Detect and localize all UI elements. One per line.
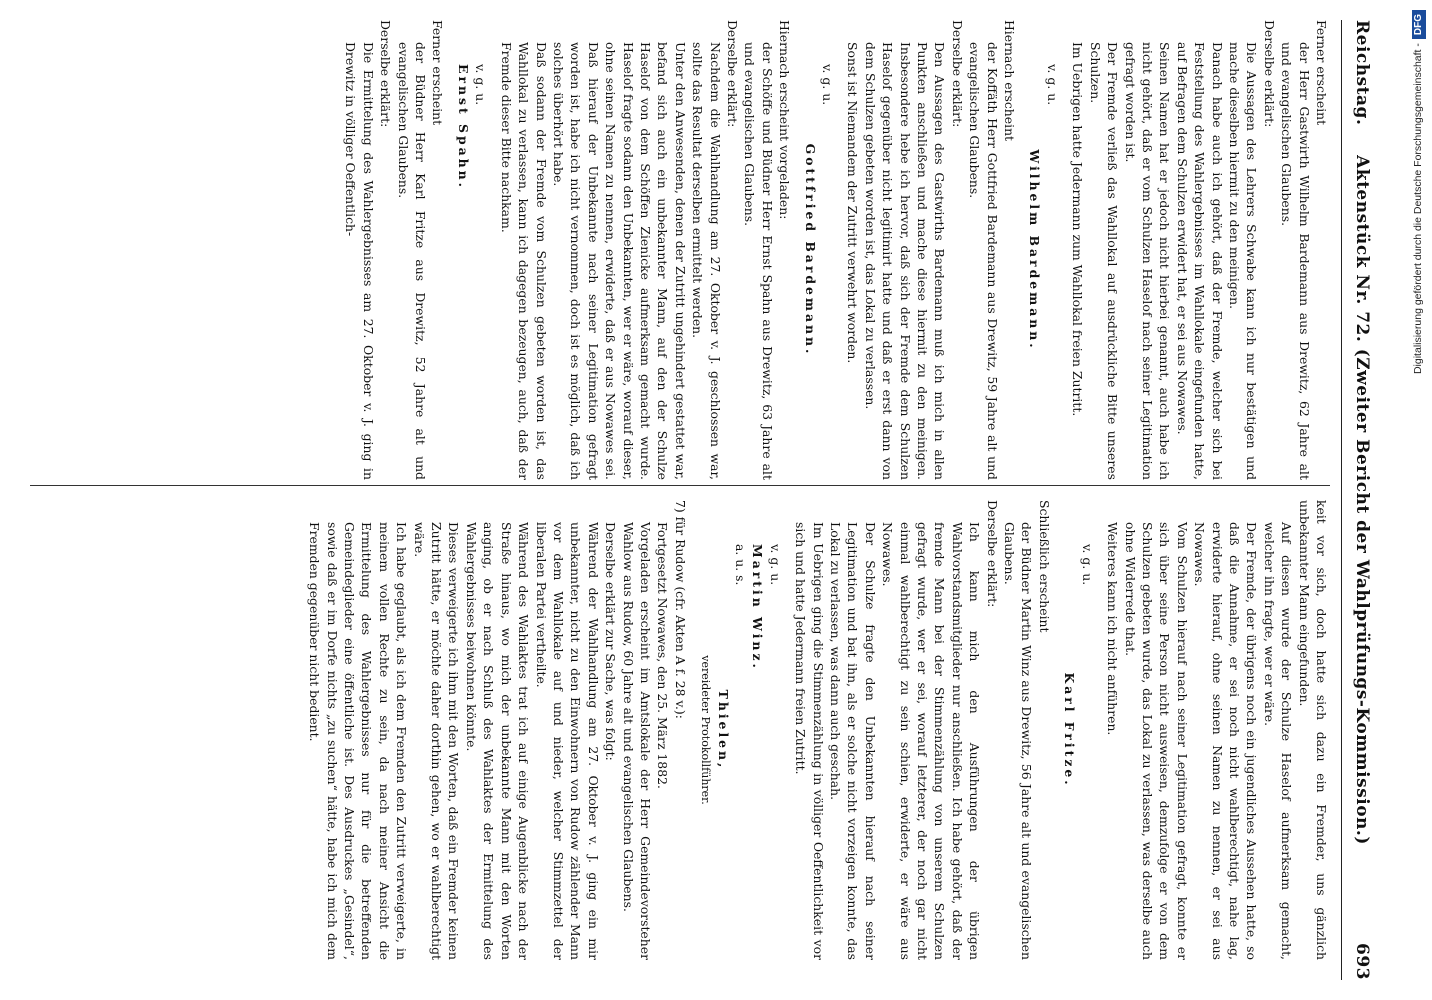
signature-formula: v. g. u. [473,64,489,106]
paragraph: Ferner erscheint [430,20,446,126]
signature-formula: v. g. u. [767,544,783,586]
paragraph: der Büdner Herr Karl Fritze aus Drewitz, 52 Jahre alt und evangelischen Glaubens. [395,42,429,480]
paragraph: Die Aussagen des Lehrers Schwabe kann ich nur bestätigen und mache dieselben hiermit zu den meinigen. [1226,42,1260,480]
paragraph: Während des Wahlaktes trat ich auf einige Augenblicke nach der Straße hinaus, wo mich der unbekannte Mann mit den Worten anging, ob er nach Schluß des Wahlaktes der Ermittelung des Wahlergebnisses beiwohnen könnte. [463,522,532,960]
paragraph: Vom Schulzen hierauf nach seiner Legitimation gefragt, konnte er sich über seine Person nicht ausweisen, demzufolge er von dem Schulzen gebeten wurde, das Lokal zu verlassen, was derselbe auch ohne Widerrede that. [1122,522,1190,960]
paragraph: Hiernach erscheint vorgeladen: [777,20,793,220]
paragraph: Schließlich erscheint [1036,500,1052,633]
dfg-stamp [1409,10,1427,900]
paragraph: Im Uebrigen hatte Jedermann zum Wahllokal freien Zutritt. [1070,42,1086,417]
paragraph: Seinen Namen hat er jedoch nicht hierbei genannt, auch habe ich nicht gehört, daß er vom Schulzen Haselof nach seiner Legitimation gefragt worden ist. [1122,42,1173,480]
paragraph: Derselbe erklärt: [725,20,740,128]
paragraph: Die Ermittelung des Wahlergebnisses am 27. Oktober v. J. ging in Drewitz in völliger Oeffentlich- [343,42,376,480]
paragraph: Sonst ist Niemandem der Zutritt verwehrt worden. [845,42,861,364]
signature-title: vereideter Protokollführer. [699,655,713,805]
signature: Wilhelm Bardemann. [1027,149,1043,351]
paragraph: Ich habe geglaubt, als ich dem Fremden den Zutritt verweigerte, in meinem vollen Rechte zu sein, da nach meiner Ansicht die Ermittelung des Wahlergebnisses nur für die betreffenden Gemeindeglieder eine öffentliche ist. Des Ausdruckes „Gesindel“, sowie daß er im Dorfe nichts „zu suchen“ hätte, habe ich mich dem Fremden gegenüber nicht bedient. [307,522,410,960]
paragraph: Dieses verweigerte ich ihm mit den Worten, daß ein Fremder keinen Zutritt hätte, er möchte daher dorthin gehen, wo er wahlberechtigt wäre. [411,522,462,960]
signature: Thielen, [715,689,731,771]
left-column [10,20,1330,480]
paragraph: Danach habe auch ich gehört, daß der Fremde, welcher sich bei Feststellung des Wahlergebnisses im Wahllokale eingefunden hatte, auf Befragen dem Schulzen erwidert hat, er sei aus Nowawes. [1174,42,1225,480]
paragraph: Nachdem die Wahlhandlung am 27. Oktober v. J. geschlossen war, sollte das Resultat derselben ermittelt werden. [690,42,723,480]
paragraph: Der Fremde, der übrigens noch ein jugendliches Aussehen hatte, so daß die Annahme, er sei noch nicht wahlberechtigt, nahe lag, erwiderte hierauf, ohne seinen Namen zu nennen, er sei aus Nowawes. [1192,522,1260,960]
paragraph: Im Uebrigen ging die Stimmenzählung in völliger Oeffentlichkeit vor sich und hatte Jedermann freien Zutritt. [793,522,826,960]
page-number: 693 [1352,943,1372,980]
paragraph: der Herr Gastwirth Wilhelm Bardemann aus Drewitz, 62 Jahre alt und evangelischen Glaubens. [1279,42,1312,480]
paragraph: Derselbe erklärt zur Sache, was folgt: [603,522,619,761]
paragraph: Während der Wahlhandlung am 27. Oktober v. J. ging ein mir unbekannter, nicht zu den Einwohnern von Rudow zählender Mann vor dem Wahllokale auf und nieder, welcher Stimmzettel der liberalen Partei vertheilte. [533,522,601,960]
paragraph: Der Schulze fragte den Unbekannten hierauf nach seiner Legitimation und bat ihn, als er solche nicht vorzeigen konnte, das Lokal zu verlassen, was dann auch geschah. [828,522,878,960]
paragraph: Den Aussagen des Gastwirths Bardemann muß ich mich in allen Punkten anschließen und mache diese hiermit zu den meinigen. Insbesondere hebe ich hervor, daß sich der Fremde dem Schulzen Haselof gegenüber nicht legitimirt hatte und daß er erst dann von dem Schulzen gebeten worden ist, das Lokal zu verlassen. [862,42,948,480]
paragraph: Derselbe erklärt: [949,20,965,128]
signature-formula: v. g. u. [820,64,836,106]
paragraph: Fortgesetzt Nowawes, den 25. März 1882. [655,522,671,789]
section-heading: 7) für Rudow (cfr. Akten A f. 28 v.): [672,500,688,719]
dfg-logo: DFG [1412,10,1426,39]
signature-formula: a. u. s. [733,544,748,586]
paragraph: Hiernach erscheint [1002,20,1018,142]
paragraph: Weiteres kann ich nicht anführen. [1105,522,1121,736]
paragraph: Auf diesen wurde der Schulze Haselof aufmerksam gemacht, welcher ihn fragte, wer er wäre. [1261,522,1295,960]
stamp-text: Digitalisierung gefördert durch die Deutsche Forschungsgemeinschaft - [1412,43,1424,375]
paragraph: Ich kann mich den Ausführungen der übrigen Wahlvorstandsmitglieder nur anschließen. Ich habe gehört, daß der fremde Mann bei der Stimmenzählung von unserem Schulzen gefragt wurde, wer er sei, worauf letzterer, der noch gar nicht einmal wahlberechtigt zu sein schien, erwiderte, er wäre aus Nowawes. [880,522,983,960]
paragraph: Derselbe erklärt: [378,20,394,128]
paragraph: Derselbe erklärt: [984,500,1000,608]
paragraph: der Schöffe und Büdner Herr Ernst Spahn aus Drewitz, 63 Jahre alt und evangelischen Glaubens. [742,42,775,480]
paragraph: Der Fremde verließ das Wahllokal auf ausdrückliche Bitte unseres Schulzen. [1087,42,1121,480]
right-column [10,500,1330,960]
signature-formula: v. g. u. [1044,64,1060,106]
paragraph: Vorgeladen erscheint im Amtslokale der Herr Gemeindevorsteher Wahlow aus Rudow, 60 Jahre alt und evangelischen Glaubens. [620,522,653,960]
paragraph: Daß sodann der Fremde vom Schulzen gebeten worden ist, das Wahllokal zu verlassen, kann ich dagegen bezeugen, auch, daß der Fremde dieser Bitte nachkam. [498,42,549,480]
paragraph: der Büdner Martin Winz aus Drewitz, 56 Jahre alt und evangelischen Glaubens. [1002,522,1035,960]
header-title: Aktenstück Nr. 72. (Zweiter Bericht der Wahlprüfungs-Kommission.) [1352,155,1372,845]
header-left: Reichstag. [1352,20,1372,126]
paragraph: Ferner erscheint [1314,20,1329,126]
paragraph: keit vor sich, doch hatte sich dazu ein Fremder, uns gänzlich unbekannter Mann eingefunden. [1296,500,1329,960]
paragraph: Unter den Anwesenden, denen der Zutritt ungehindert gestattet war, befand sich auch ein unbekannter Mann, auf den der Schulze Haselof von dem Schöffen Zienicke aufmerksam gemacht wurde. Haselof fragte sodann den Unbekannten, wer er wäre, worauf dieser, ohne seinen Namen zu nennen, erwiderte, daß er aus Nowawes sei. Daß hierauf der Unbekannte nach seiner Legitimation gefragt worden ist, habe ich nicht vernommen, doch ist es möglich, daß ich solches überhört habe. [550,42,688,480]
signature: Gottfried Bardemann. [802,143,818,357]
column-divider [30,485,1330,486]
paragraph: der Koffäth Herr Gottfried Bardemann aus Drewitz, 59 Jahre alt und evangelischen Glaubens. [967,42,1000,480]
paragraph: Derselbe erklärt: [1261,20,1277,128]
signature: Karl Fritze. [1062,672,1078,788]
page-header [1341,20,1390,980]
signature-formula: v. g. u. [1079,544,1095,586]
signature: Martin Winz. [750,544,766,671]
signature: Ernst Spahn. [455,64,471,190]
